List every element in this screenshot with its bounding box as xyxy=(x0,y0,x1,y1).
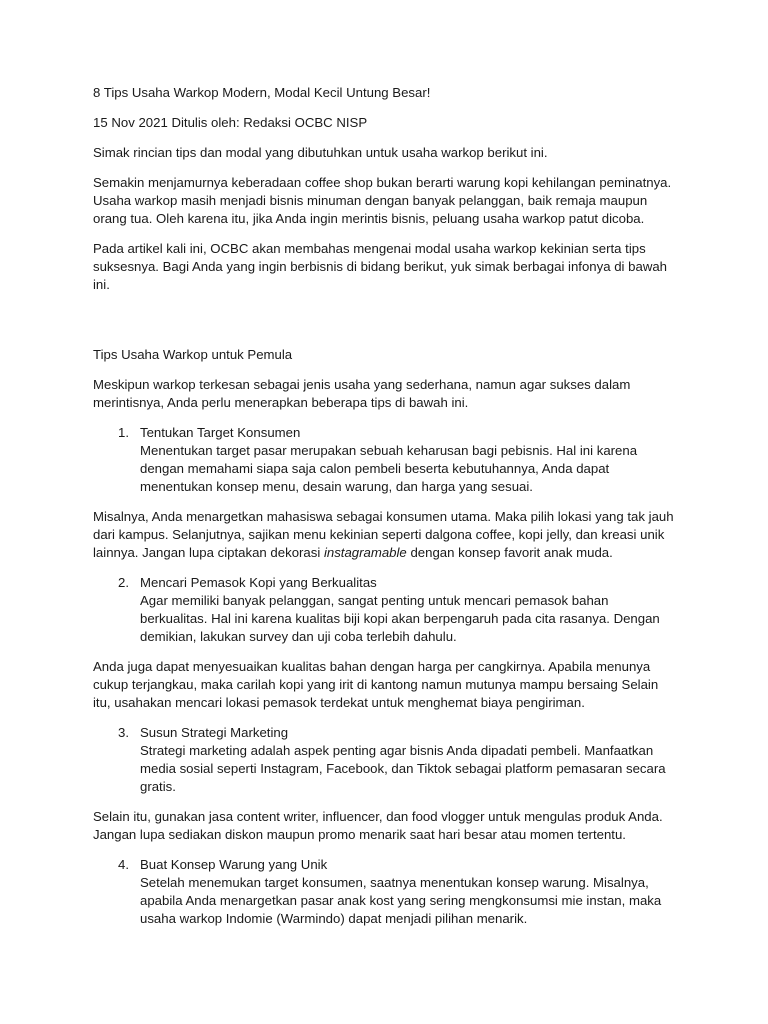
document-page xyxy=(93,84,678,940)
list-item-body: Agar memiliki banyak pelanggan, sangat penting untuk mencari pemasok bahan berkualitas. Hal ini karena kualitas biji kopi akan berpengaruh pada cita rasanya. Dengan demikian, lakukan survey dan uji coba terlebih dahulu. xyxy=(140,593,660,644)
intro-paragraph-3: Pada artikel kali ini, OCBC akan membahas mengenai modal usaha warkop kekinian serta tips suksesnya. Bagi Anda yang ingin berbisnis di bidang berikut, yuk simak berbagai infonya di bawah ini. xyxy=(93,241,668,292)
text-run: Misalnya, Anda menargetkan mahasiswa sebagai konsumen utama. Maka pilih lokasi yang tak jauh dari kampus. Selanjutnya, sajikan menu kekinian seperti dalgona coffee, kopi jelly, dan kreasi unik lainnya. Jangan lupa ciptakan dekorasi xyxy=(93,509,674,560)
emphasis-text: instagramable xyxy=(323,545,407,560)
section-intro: Meskipun warkop terkesan sebagai jenis usaha yang sederhana, namun agar sukses dalam merintisnya, Anda perlu menerapkan beberapa tips di bawah ini. xyxy=(93,377,631,410)
list-item-title: Mencari Pemasok Kopi yang Berkualitas xyxy=(140,575,377,590)
intro-paragraph-2: Semakin menjamurnya keberadaan coffee shop bukan berarti warung kopi kehilangan peminatnya. Usaha warkop masih menjadi bisnis minuman dengan banyak pelanggan, baik remaja maupun orang tua. Oleh karena itu, jika Anda ingin merintis bisnis, peluang usaha warkop patut dicoba. xyxy=(93,175,672,226)
list-number: 2. xyxy=(118,575,129,590)
list-item-body: Menentukan target pasar merupakan sebuah keharusan bagi pebisnis. Hal ini karena dengan memahami siapa saja calon pembeli beserta kebutuhannya, Anda dapat menentukan konsep menu, desain warung, dan harga yang sesuai. xyxy=(140,443,638,494)
list-item xyxy=(118,424,678,496)
body-paragraph: Anda juga dapat menyesuaikan kualitas bahan dengan harga per cangkirnya. Apabila menunya cukup terjangkau, maka carilah kopi yang irit di kantong namun mutunya mampu bersaing Selain itu, usahakan mencari lokasi pemasok terdekat untuk menghemat biaya pengiriman. xyxy=(93,659,659,710)
spacer xyxy=(93,306,678,346)
body-paragraph: Selain itu, gunakan jasa content writer, influencer, dan food vlogger untuk mengulas produk Anda. Jangan lupa sediakan diskon maupun promo menarik saat hari besar atau momen tertentu. xyxy=(93,809,663,842)
list-item-body: Setelah menemukan target konsumen, saatnya menentukan konsep warung. Misalnya, apabila Anda menargetkan pasar anak kost yang sering mengkonsumsi mie instan, maka usaha warkop Indomie (Warmindo) dapat menjadi pilihan menarik. xyxy=(140,875,662,926)
list-number: 3. xyxy=(118,725,129,740)
list-item-title: Tentukan Target Konsumen xyxy=(140,425,301,440)
list-number: 4. xyxy=(118,857,129,872)
list-item xyxy=(118,724,678,796)
list-item-title: Susun Strategi Marketing xyxy=(140,725,289,740)
section-title: Tips Usaha Warkop untuk Pemula xyxy=(93,347,293,362)
list-item xyxy=(118,856,678,928)
body-paragraph xyxy=(93,508,678,562)
list-item-title: Buat Konsep Warung yang Unik xyxy=(140,857,328,872)
text-run: dengan konsep favorit anak muda. xyxy=(406,545,613,560)
article-byline: 15 Nov 2021 Ditulis oleh: Redaksi OCBC NISP xyxy=(93,115,368,130)
list-item-body: Strategi marketing adalah aspek penting agar bisnis Anda dipadati pembeli. Manfaatkan media sosial seperti Instagram, Facebook, dan Tiktok sebagai platform pemasaran secara gratis. xyxy=(140,743,666,794)
list-item xyxy=(118,574,678,646)
intro-paragraph-1: Simak rincian tips dan modal yang dibutuhkan untuk usaha warkop berikut ini. xyxy=(93,145,548,160)
list-number: 1. xyxy=(118,425,129,440)
article-title: 8 Tips Usaha Warkop Modern, Modal Kecil Untung Besar! xyxy=(93,85,431,100)
